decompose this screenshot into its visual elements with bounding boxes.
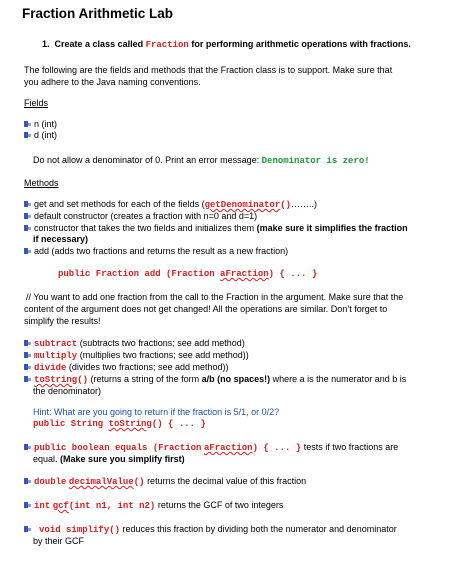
intro-line-1: The following are the fields and methods that the Fraction class is to support. Make sure that (24, 65, 393, 75)
method-simplify-cont: by their GCF (33, 536, 85, 546)
class-name-code: Fraction (145, 40, 189, 50)
method-divide: divide (divides two fractions; see add method)) (24, 361, 229, 374)
comment-line-2: content of the argument does not get changed! All the operations are similar. Don’t forget to (24, 304, 388, 314)
bullet-icon (24, 501, 32, 509)
comment-line-3: simplify the results! (24, 316, 101, 326)
bullet-icon (24, 443, 32, 451)
page-title: Fraction Arithmetic Lab (22, 6, 174, 21)
method-constructor-cont: if necessary) (33, 234, 89, 244)
bullet-icon (24, 525, 32, 533)
task-pre: Create a class called (54, 39, 144, 49)
add-signature-code: public Fraction add (Fraction aFraction) { ... } (58, 269, 318, 279)
bullet-icon (24, 212, 32, 220)
bullet-icon (24, 200, 32, 208)
method-tostring: toString() (returns a string of the form a/b (no spaces!) where a is the numerator and b is (24, 373, 406, 386)
bullet-icon (24, 224, 32, 232)
denominator-note: Do not allow a denominator of 0. Print an error message: Denominator is zero! (33, 155, 370, 166)
field-d: d (int) (24, 129, 57, 141)
tostring-signature-code: public String toString() { ... } (33, 419, 206, 429)
bullet-icon (24, 339, 32, 347)
error-message-code: Denominator is zero! (261, 156, 370, 166)
task-number: 1. (42, 39, 50, 49)
task-1 (42, 38, 411, 51)
method-simplify: void simplify() reduces this fraction by dividing both the numerator and denominator (24, 523, 397, 536)
method-getset: get and set methods for each of the fields (getDenominator()……..) (24, 198, 317, 211)
fields-heading: Fields (24, 98, 49, 108)
bullet-icon (24, 375, 32, 383)
method-tostring-cont: the denominator) (33, 386, 102, 396)
comment-line-1: // You want to add one fraction from the call to the Fraction in the argument. Make sure that the (26, 292, 404, 302)
method-decimal: double decimalValue() returns the decimal value of this fraction (24, 475, 306, 488)
method-subtract: subtract (subtracts two fractions; see add method) (24, 337, 245, 350)
bullet-icon (24, 120, 32, 128)
method-add: add (adds two fractions and returns the result as a new fraction) (24, 245, 288, 257)
method-equals-cont: equal. (Make sure you simplify first) (33, 454, 185, 464)
task-post: for performing arithmetic operations with fractions. (191, 39, 411, 49)
bullet-icon (24, 477, 32, 485)
method-equals: public boolean equals (Fraction aFraction) { ... } tests if two fractions are (24, 441, 398, 454)
bullet-icon (24, 351, 32, 359)
hint-text: Hint: What are you going to return if the fraction is 5/1, or 0/2? (33, 407, 280, 417)
method-constructor: constructor that takes the two fields and initializes them (make sure it simplifies the fraction (24, 222, 408, 234)
method-multiply: multiply (multiplies two fractions; see add method)) (24, 349, 249, 362)
bullet-icon (24, 363, 32, 371)
field-n: n (int) (24, 118, 57, 130)
bullet-icon (24, 131, 32, 139)
bullet-icon (24, 247, 32, 255)
intro-line-2: you adhere to the Java naming conventions. (24, 77, 201, 87)
method-default-constructor: default constructor (creates a fraction with n=0 and d=1) (24, 210, 257, 222)
get-denominator-code: getDenominator (204, 200, 281, 210)
methods-heading: Methods (24, 178, 59, 188)
method-gcf: int gcf(int n1, int n2) returns the GCF of two integers (24, 499, 283, 512)
